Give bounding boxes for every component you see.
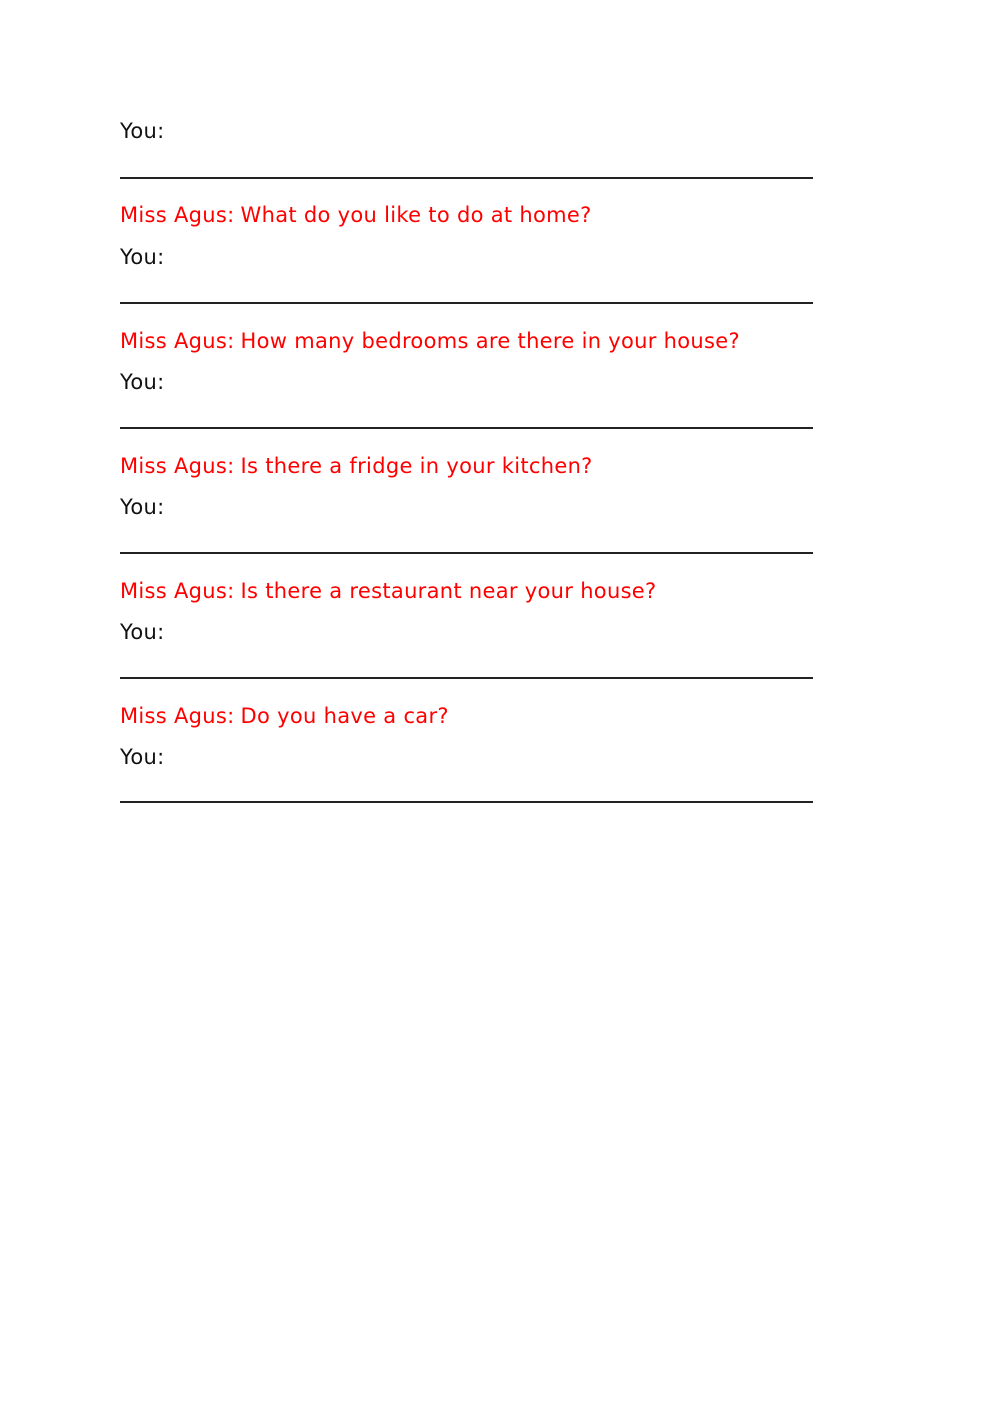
you-label: You: <box>120 245 165 269</box>
you-label: You: <box>120 745 165 769</box>
you-label: You: <box>120 620 165 644</box>
you-label: You: <box>120 370 165 394</box>
question-line <box>120 702 449 730</box>
speaker-label: Miss Agus: <box>120 329 235 353</box>
question-line <box>120 327 740 355</box>
answer-line[interactable] <box>120 302 813 304</box>
answer-line[interactable] <box>120 801 813 803</box>
question-text: Do you have a car? <box>240 704 449 728</box>
speaker-label: Miss Agus: <box>120 579 235 603</box>
question-text: How many bedrooms are there in your house? <box>240 329 740 353</box>
speaker-label: Miss Agus: <box>120 454 235 478</box>
question-line <box>120 452 593 480</box>
question-line <box>120 577 656 605</box>
question-text: What do you like to do at home? <box>240 203 592 227</box>
you-label: You: <box>120 119 165 143</box>
answer-line[interactable] <box>120 552 813 554</box>
speaker-label: Miss Agus: <box>120 203 235 227</box>
answer-line[interactable] <box>120 427 813 429</box>
question-text: Is there a restaurant near your house? <box>240 579 657 603</box>
answer-line[interactable] <box>120 177 813 179</box>
speaker-label: Miss Agus: <box>120 704 235 728</box>
question-line <box>120 201 592 229</box>
answer-line[interactable] <box>120 677 813 679</box>
question-text: Is there a fridge in your kitchen? <box>240 454 593 478</box>
you-label: You: <box>120 495 165 519</box>
